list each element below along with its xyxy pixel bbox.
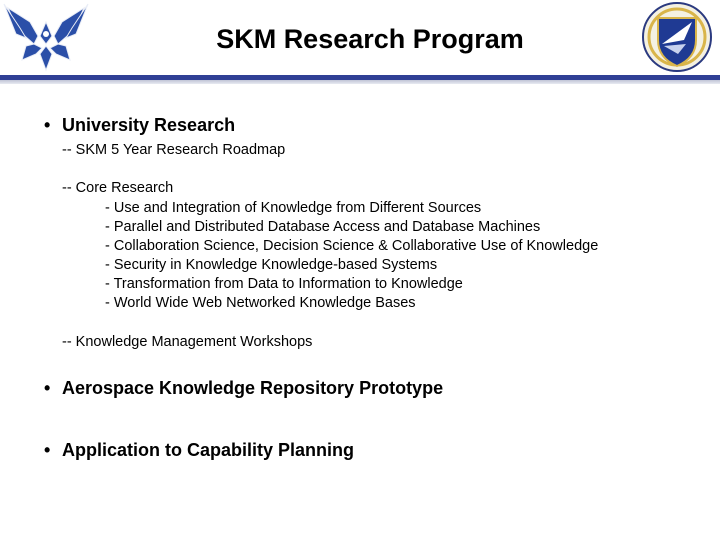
sub-core-research: -- Core Research <box>62 180 174 196</box>
header-rule-shadow <box>0 80 720 84</box>
bullet-dot: • <box>44 115 51 135</box>
bullet-aerospace-repository <box>44 378 443 399</box>
core-item: - Parallel and Distributed Database Access and Database Machines <box>105 219 541 235</box>
core-item: - Transformation from Data to Information to Knowledge <box>105 276 463 292</box>
slide-header <box>0 0 720 80</box>
bullet-label: Aerospace Knowledge Repository Prototype <box>62 378 444 398</box>
bullet-dot: • <box>44 440 51 460</box>
bullet-capability-planning <box>44 440 354 461</box>
bullet-label: University Research <box>62 115 236 135</box>
sub-workshops: -- Knowledge Management Workshops <box>62 334 313 350</box>
sub-roadmap: -- SKM 5 Year Research Roadmap <box>62 142 286 158</box>
core-item: - Security in Knowledge Knowledge-based Systems <box>105 257 438 273</box>
core-item: - World Wide Web Networked Knowledge Bases <box>105 295 416 311</box>
bullet-university-research <box>44 115 235 136</box>
core-item: - Collaboration Science, Decision Science & Collaborative Use of Knowledge <box>105 238 599 254</box>
bullet-label: Application to Capability Planning <box>62 440 355 460</box>
page-title: SKM Research Program <box>216 24 524 54</box>
lab-shield-emblem-icon <box>638 0 716 74</box>
core-item: - Use and Integration of Knowledge from Different Sources <box>105 200 482 216</box>
bullet-dot: • <box>44 378 51 398</box>
